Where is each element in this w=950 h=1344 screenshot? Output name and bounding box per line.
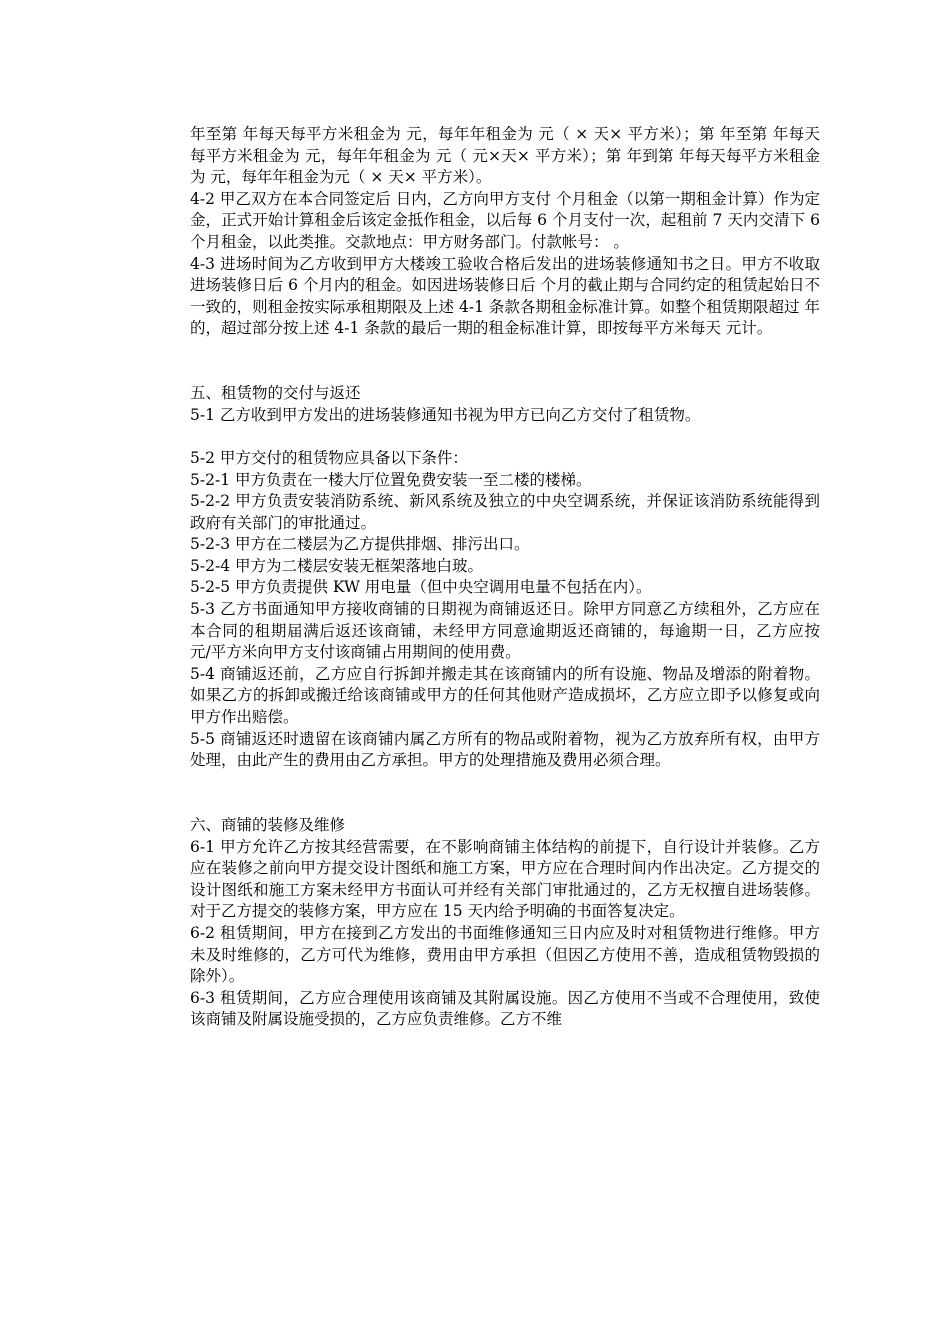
document-body xyxy=(190,124,820,1031)
paragraph: 4-3 进场时间为乙方收到甲方大楼竣工验收合格后发出的进场装修通知书之日。甲方不收取进场装修日后 6 个月内的租金。如因进场装修日后 个月的截止期与合同约定的租赁起始日不一致的，则租金按实际承租期限及上述 4-1 条款各期租金标准计算。如整个租赁期限超过 年的，超过部分按上述 4-1 条款的最后一期的租金标准计算，即按每平方米每天 元计。 xyxy=(190,254,820,338)
section-heading: 五、租赁物的交付与返还 xyxy=(190,384,361,403)
paragraph: 年至第 年每天每平方米租金为 元，每年年租金为 元（ × 天× 平方米）；第 年至第 年每天每平方米租金为 元，每年年租金为 元（ 元×天× 平方米）；第 年到第 年每天每平方米租金为 元，每年年租金为元（ × 天× 平方米）。 xyxy=(190,125,820,187)
blank-line xyxy=(190,340,820,362)
paragraph: 5-2 甲方交付的租赁物应具备以下条件： xyxy=(190,448,468,467)
blank-line xyxy=(190,772,820,794)
paragraph: 5-3 乙方书面通知甲方接收商铺的日期视为商铺返还日。除甲方同意乙方续租外，乙方应在本合同的租期届满后返还该商铺，未经甲方同意逾期返还商铺的，每逾期一日，乙方应按 元/平方米向甲方支付该商铺占用期间的使用费。 xyxy=(190,600,820,662)
section-heading: 六、商铺的装修及维修 xyxy=(190,816,346,834)
paragraph: 5-2-4 甲方为二楼层安装无框架落地白玻。 xyxy=(190,556,483,575)
blank-line xyxy=(190,362,820,384)
paragraph: 5-2-1 甲方负责在一楼大厅位置免费安装一至二楼的楼梯。 xyxy=(190,470,592,489)
paragraph: 6-1 甲方允许乙方按其经营需要，在不影响商铺主体结构的前提下，自行设计并装修。乙方应在装修之前向甲方提交设计图纸和施工方案，甲方应在合理时间内作出决定。乙方提交的设计图纸和施工方案未经甲方书面认可并经有关部门审批通过的，乙方无权擅自进场装修。对于乙方提交的装修方案，甲方应在 15 天内给予明确的书面答复决定。 xyxy=(190,837,820,921)
blank-line xyxy=(190,793,820,815)
paragraph: 5-1 乙方收到甲方发出的进场装修通知书视为甲方已向乙方交付了租赁物。 xyxy=(190,405,701,424)
paragraph: 5-4 商铺返还前，乙方应自行拆卸并搬走其在该商铺内的所有设施、物品及增添的附着物。如果乙方的拆卸或搬迁给该商铺或甲方的任何其他财产造成损坏，乙方应立即予以修复或向甲方作出赔偿。 xyxy=(190,664,820,727)
paragraph: 6-2 租赁期间，甲方在接到乙方发出的书面维修通知三日内应及时对租赁物进行维修。甲方未及时维修的，乙方可代为维修，费用由甲方承担（但因乙方使用不善，造成租赁物毁损的除外）。 xyxy=(190,923,820,986)
paragraph: 4-2 甲乙双方在本合同签定后 日内，乙方向甲方支付 个月租金（以第一期租金计算）作为定金，正式开始计算租金后该定金抵作租金，以后每 6 个月支付一次，起租前 7 天内交清下 6 个月租金，以此类推。交款地点：甲方财务部门。付款帐号： 。 xyxy=(190,189,820,251)
blank-line xyxy=(190,426,820,448)
paragraph: 5-5 商铺返还时遗留在该商铺内属乙方所有的物品或附着物，视为乙方放弃所有权，由甲方处理，由此产生的费用由乙方承担。甲方的处理措施及费用必须合理。 xyxy=(190,729,820,770)
paragraph: 5-2-5 甲方负责提供 KW 用电量（但中央空调用电量不包括在内）。 xyxy=(190,578,652,597)
paragraph: 5-2-3 甲方在二楼层为乙方提供排烟、排污出口。 xyxy=(190,535,530,554)
paragraph: 5-2-2 甲方负责安装消防系统、新风系统及独立的中央空调系统，并保证该消防系统能得到政府有关部门的审批通过。 xyxy=(190,492,820,532)
paragraph: 6-3 租赁期间，乙方应合理使用该商铺及其附属设施。因乙方使用不当或不合理使用，致使该商铺及附属设施受损的，乙方应负责维修。乙方不维 xyxy=(190,988,820,1029)
